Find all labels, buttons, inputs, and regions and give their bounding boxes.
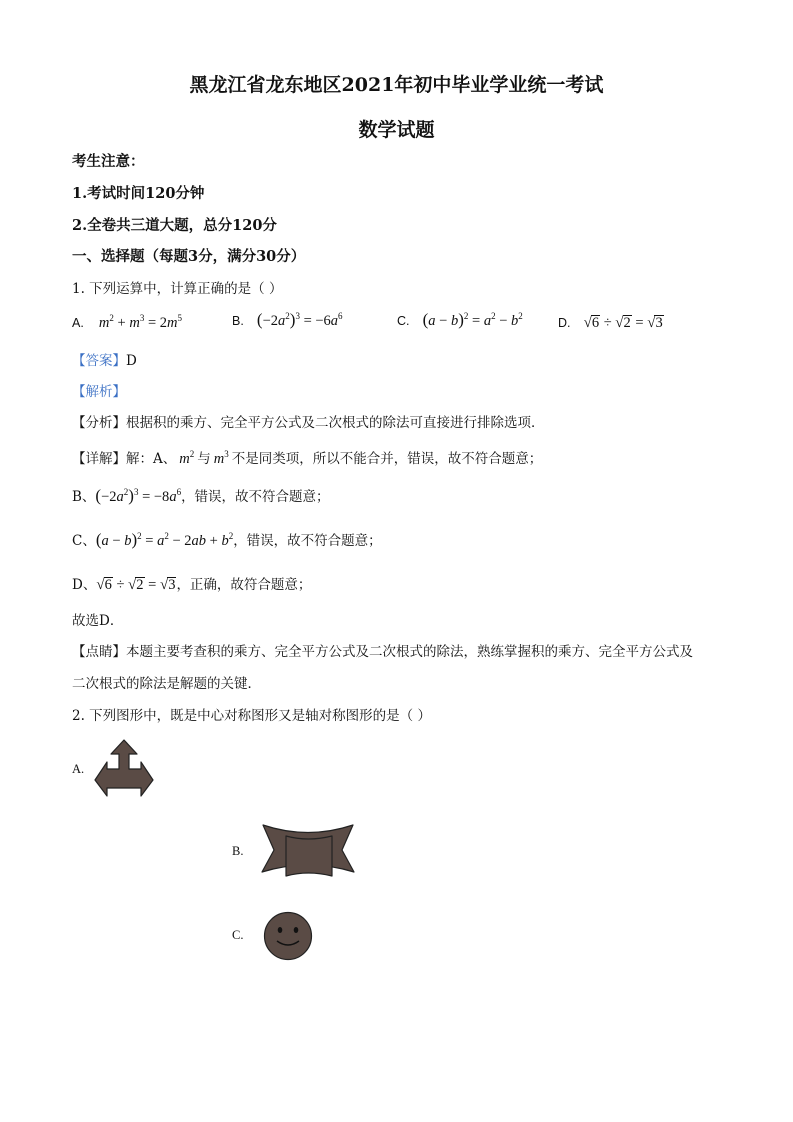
q2-option-b-label: B. (232, 844, 244, 858)
dianjing-line-1 (72, 640, 693, 660)
dianjing-line-2: 二次根式的除法是解题的关键． (72, 676, 261, 692)
fenxi-text: 根据积的乘方、完全平方公式及二次根式的除法可直接进行排除选项． (126, 415, 545, 431)
dianjing-tag: 【点睛】 (72, 644, 126, 660)
xiangjie-tag: 【详解】 (72, 451, 126, 467)
q2-option-c-label: C. (232, 928, 244, 942)
xj-b-formula: $(-2a^2)^3 = -8a^6$ (95, 486, 182, 505)
q1-option-b (232, 310, 343, 330)
conclusion: 故选D． (72, 613, 124, 629)
q1-option-b-formula: $(-2a^2)^3 = -6a^6$ (256, 310, 343, 329)
section-heading: 一、选择题（每题3分，满分30分） (72, 248, 306, 265)
dianjing-text-1: 本题主要考查积的乘方、完全平方公式及二次根式的除法，熟练掌握积的乘方、完全平方公式及 (126, 644, 693, 660)
q1-option-b-label: B. (232, 314, 244, 328)
xj-a-term-m3: $m^3$ (213, 449, 229, 467)
xiangjie-line-b (72, 485, 330, 506)
q1-option-c (397, 310, 523, 330)
fenxi-line (72, 411, 545, 431)
fenxi-tag: 【分析】 (72, 415, 126, 431)
q1-option-c-label: C. (397, 314, 410, 328)
xiangjie-line-c (72, 529, 382, 550)
answer-value: D (126, 353, 137, 369)
q1-option-d (558, 312, 664, 332)
xj-b-prefix: B、 (72, 489, 96, 505)
q2-option-a-arrow-figure (93, 738, 155, 800)
xj-c-suffix: ，错误，故不符合题意； (233, 533, 382, 549)
xj-a-suffix: 不是同类项，所以不能合并，错误，故不符合题意； (231, 451, 543, 467)
xj-a-term-m2: $m^2$ (179, 449, 195, 467)
q1-option-a (72, 312, 182, 332)
xj-c-formula: $(a - b)^2 = a^2 - 2ab + b^2$ (95, 530, 234, 549)
xj-a-prefix: 解：A、 (126, 451, 177, 467)
page-subtitle: 数学试题 (358, 119, 435, 141)
q2-option-a-label: A. (72, 762, 85, 776)
q1-option-a-formula: $m^2 + m^3 = 2m^5$ (98, 313, 182, 331)
answer-tag: 【答案】 (72, 353, 126, 369)
q2-option-c-smiley-figure (262, 910, 314, 962)
q1-answer-line (72, 349, 137, 369)
xj-b-suffix: ，错误，故不符合题意； (181, 489, 330, 505)
q1-option-a-label: A. (72, 316, 84, 330)
xj-d-prefix: D、 (72, 577, 97, 593)
page-title: 黑龙江省龙东地区2021年初中毕业学业统一考试 (189, 74, 604, 96)
notice-item-1: 1.考试时间120分钟 (72, 185, 205, 202)
xj-a-middle: 与 (197, 451, 211, 467)
q2-option-b-banner-figure (260, 822, 356, 880)
xj-c-prefix: C、 (72, 533, 96, 549)
q1-option-d-label: D. (558, 316, 571, 330)
analysis-tag: 【解析】 (72, 384, 126, 400)
xiangjie-line-d (72, 573, 311, 594)
q2-stem: 2. 下列图形中，既是中心对称图形又是轴对称图形的是（ ） (72, 708, 431, 724)
xj-d-formula: √6 ÷ √2 = √3 (96, 577, 176, 593)
notice-heading: 考生注意： (72, 153, 145, 170)
q1-stem: 1. 下列运算中，计算正确的是（ ） (72, 281, 283, 297)
notice-item-2: 2.全卷共三道大题，总分120分 (72, 217, 277, 234)
xiangjie-line-a (72, 447, 542, 468)
q1-option-c-formula: $(a - b)^2 = a^2 - b^2$ (422, 310, 523, 329)
q1-option-d-formula: √6 ÷ √2 = √3 (583, 315, 663, 331)
xj-d-suffix: ，正确，故符合题意； (176, 577, 312, 593)
